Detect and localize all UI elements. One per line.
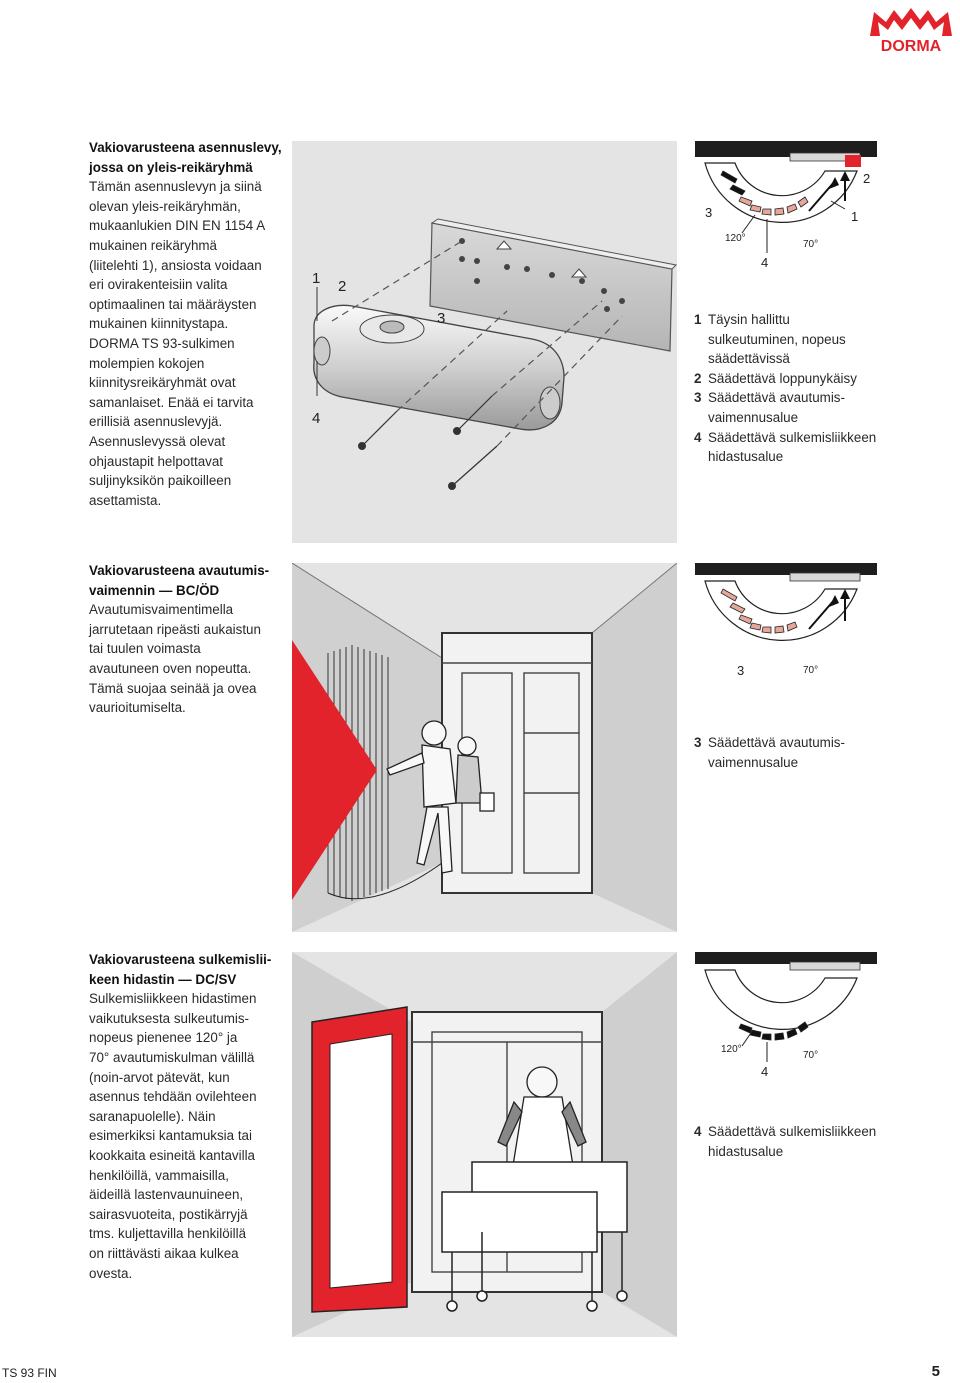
legend-item-1: 1 Täysin hallittu (694, 312, 790, 327)
section3-body-line: esimerkiksi kantamuksia tai (89, 1128, 252, 1144)
section2-body-line: tai tuulen voimasta (89, 641, 201, 657)
dial-angle-120: 120° (721, 1044, 742, 1055)
section3-body-line: kookkaita esineitä kantavilla (89, 1147, 255, 1163)
legend-item-2: 2 Säädettävä loppunykäisy (694, 370, 857, 386)
damping-dial-closing (695, 952, 877, 1087)
section2-heading-1: Vakiovarusteena avautumis- (89, 563, 270, 578)
legend-item-3: 3 Säädettävä avautumis- (694, 390, 845, 406)
section3-body-line: tms. kuljettavilla henkilöillä (89, 1226, 247, 1242)
section1-body-line: Tämän asennuslevyn ja siinä (89, 179, 262, 195)
section1-body-line: suljinyksikön paikoilleen (89, 473, 232, 489)
section2-body-line: vaurioitumiselta. (89, 700, 186, 716)
section2-body-line: avautuneen oven nopeutta. (89, 660, 252, 676)
section3-body-line: on riittävästi aikaa kulkea (89, 1245, 239, 1261)
page-number: 5 (931, 1363, 940, 1380)
section1-body-line: olevan yleis-reikäryhmän, (89, 198, 241, 214)
section3-body-line: sairasvuoteita, postikärryjä (89, 1206, 248, 1222)
legend-item-3: 3 Säädettävä avautumis- (694, 735, 845, 750)
dorma-logo (868, 6, 954, 54)
document-code: TS 93 FIN (2, 1366, 57, 1380)
section1-body-line: erillisiä asennuslevyjä. (89, 414, 223, 430)
section3-body-line: henkilöillä, vammaisilla, (89, 1167, 229, 1183)
section3-body-line: vaikutuksesta sulkeutumis- (89, 1010, 250, 1026)
dial-angle-70: 70° (803, 239, 819, 250)
section2-heading-2: vaimennin — BC/ÖD (89, 582, 220, 598)
section1-body-line: DORMA TS 93-sulkimen (89, 335, 235, 351)
section2-body-line: Tämä suojaa seinää ja ovea (89, 680, 257, 696)
section3-heading-2: keen hidastin — DC/SV (89, 971, 237, 987)
section1-body-line: Asennuslevyssä olevat (89, 433, 226, 449)
section1-body-line: mukainen kiinnitystapa. (89, 316, 229, 332)
figure-label-3: 3 (437, 310, 446, 327)
delayed-closing-illustration (292, 952, 677, 1337)
legend-item-4: 4 Säädettävä sulkemisliikkeen (694, 429, 877, 445)
figure-label-1: 1 (312, 270, 321, 287)
section1-body-line: optimaalinen tai määräysten (89, 296, 257, 312)
section3-text (89, 950, 285, 1283)
legend-line: säädettävissä (708, 351, 790, 367)
legend-line: sulkeutuminen, nopeus (708, 331, 846, 347)
dial-label-3: 3 (737, 663, 745, 678)
section1-body-line: mukainen reikäryhmä (89, 237, 218, 253)
section1-legend (694, 310, 876, 467)
section1-body-line: asettamista. (89, 492, 162, 508)
logo-text: DORMA (880, 38, 942, 54)
legend-line: hidastusalue (708, 449, 784, 465)
dial-label-1: 1 (851, 209, 859, 224)
legend-line: hidastusalue (708, 1143, 784, 1159)
section1-body-line: samanlaiset. Enää ei tarvita (89, 394, 254, 410)
dial-label-3: 3 (705, 205, 713, 220)
damping-dial-opening (695, 563, 877, 688)
red-accent-triangle (292, 640, 382, 905)
section1-body-line: (liitelehti 1), ansiosta voidaan (89, 257, 262, 273)
section1-body-line: molempien kokojen (89, 355, 205, 371)
section2-body-line: Avautumisvaimentimella (89, 602, 234, 618)
section3-body-line: 70° avautumiskulman välillä (89, 1049, 255, 1065)
dial-angle-70: 70° (803, 665, 819, 676)
figure-label-4: 4 (312, 410, 321, 427)
section3-heading-1: Vakiovarusteena sulkemislii- (89, 952, 272, 967)
dial-label-2: 2 (863, 171, 871, 186)
section3-body-line: äideillä lastenvaunuineen, (89, 1187, 244, 1203)
legend-item-4: 4 Säädettävä sulkemisliikkeen (694, 1124, 877, 1139)
figure-label-2: 2 (338, 278, 347, 295)
closer-mounting-illustration (292, 141, 677, 543)
dial-label-4: 4 (761, 1064, 769, 1079)
section1-body-line: eri ovirakenteisiin valita (89, 277, 228, 293)
section3-body-line: asennus tehdään ovilehteen (89, 1089, 257, 1105)
dial-label-4: 4 (761, 255, 769, 270)
section3-body-line: saranapuolelle). Näin (89, 1108, 216, 1124)
section1-heading-2: jossa on yleis-reikäryhmä (89, 159, 253, 175)
section2-legend (694, 733, 845, 772)
section2-text (89, 561, 285, 718)
dial-angle-120: 120° (725, 233, 746, 244)
section1-body-line: ohjaustapit helpottavat (89, 453, 224, 469)
legend-line: vaimennusalue (708, 409, 799, 425)
section3-body-line: Sulkemisliikkeen hidastimen (89, 991, 257, 1007)
section3-body-line: ovesta. (89, 1265, 133, 1281)
section1-text (89, 138, 285, 510)
section3-body-line: nopeus pienenee 120° ja (89, 1030, 238, 1046)
section1-body-line: mukaanlukien DIN EN 1154 A (89, 218, 266, 234)
legend-line: vaimennusalue (708, 754, 799, 770)
section1-body-line: kiinnitysreikäryhmät ovat (89, 375, 236, 391)
dial-angle-70: 70° (803, 1050, 819, 1061)
section3-legend (694, 1122, 876, 1161)
section2-body-line: jarrutetaan ripeästi aukaistun (89, 621, 261, 637)
section3-body-line: (noin-arvot pätevät, kun (89, 1069, 230, 1085)
section1-heading-1: Vakiovarusteena asennuslevy, (89, 140, 282, 155)
damping-dial-full (695, 141, 877, 308)
